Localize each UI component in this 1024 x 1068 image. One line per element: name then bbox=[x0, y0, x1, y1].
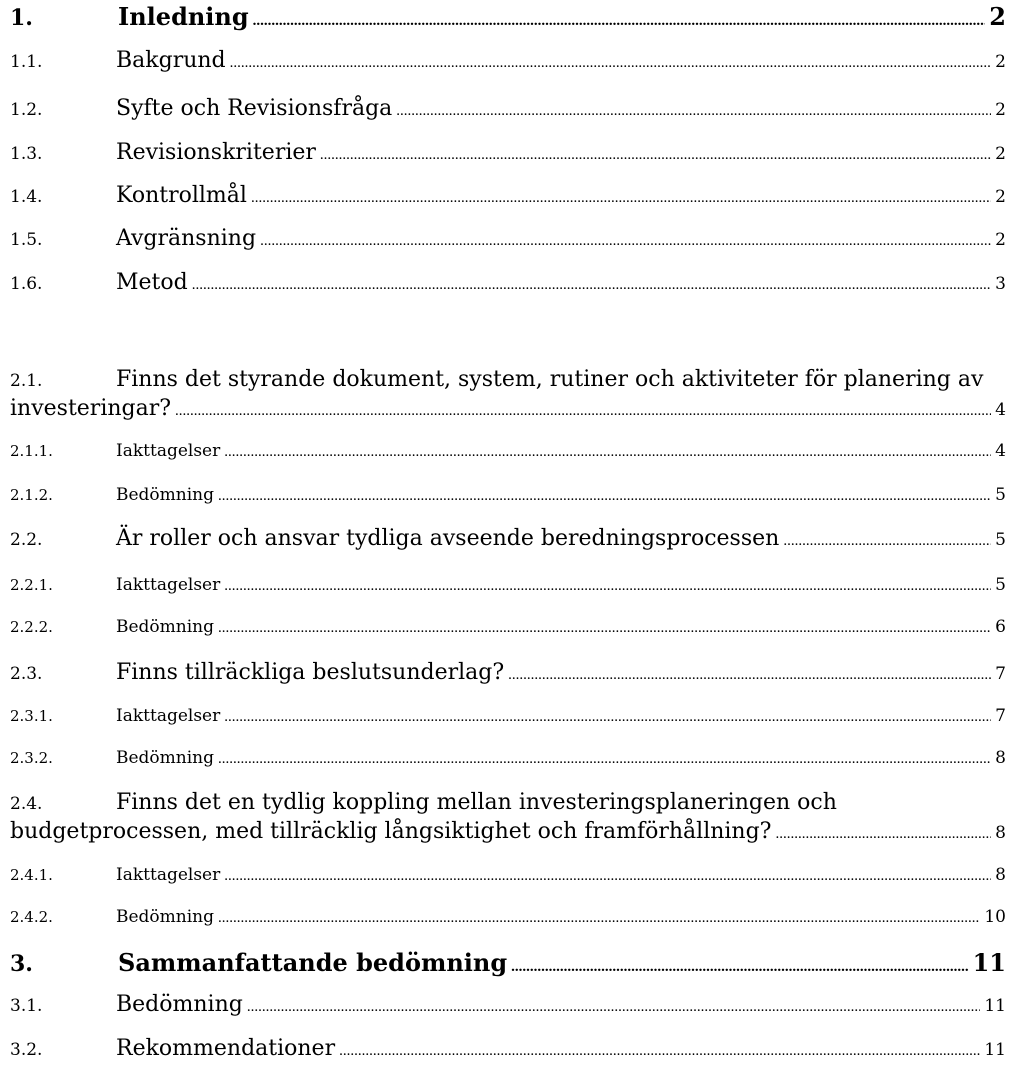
leader-dots bbox=[508, 660, 991, 685]
toc-number: 3.1. bbox=[10, 996, 43, 1016]
leader-dots bbox=[218, 906, 980, 927]
toc-number: 2.1.1. bbox=[10, 442, 53, 460]
toc-entry-2-2-2[interactable] bbox=[10, 616, 1006, 637]
toc-title: Metod bbox=[116, 270, 188, 295]
toc-number: 2.4. bbox=[10, 794, 43, 814]
toc-page: 4 bbox=[995, 441, 1006, 461]
toc-title-line1: Finns det en tydlig koppling mellan investeringsplaneringen och bbox=[116, 790, 837, 815]
toc-page: 2 bbox=[995, 187, 1006, 207]
toc-page: 4 bbox=[995, 400, 1006, 420]
toc-entry-1-5[interactable] bbox=[10, 226, 1006, 251]
toc-title: Bedömning bbox=[116, 748, 215, 768]
toc-number: 2.2.2. bbox=[10, 618, 53, 636]
leader-dots bbox=[775, 818, 991, 848]
toc-page: 3 bbox=[995, 274, 1006, 294]
toc-entry-2-1-1[interactable] bbox=[10, 440, 1006, 461]
toc-title: Avgränsning bbox=[116, 226, 257, 251]
toc-number: 2.1.2. bbox=[10, 486, 53, 504]
leader-dots bbox=[339, 1036, 980, 1061]
toc-entry-1-6[interactable] bbox=[10, 270, 1006, 295]
toc-entry-3[interactable] bbox=[10, 948, 1006, 977]
toc-title: Finns tillräckliga beslutsunderlag? bbox=[116, 660, 505, 685]
toc-entry-2-3-1[interactable] bbox=[10, 705, 1006, 726]
toc-page: 5 bbox=[995, 485, 1006, 505]
toc-number: 2.3. bbox=[10, 664, 43, 684]
toc-page: 2 bbox=[989, 2, 1006, 31]
leader-dots bbox=[511, 948, 968, 977]
toc-number: 1.1. bbox=[10, 52, 43, 72]
toc-page: 8 bbox=[995, 748, 1006, 768]
toc-page: 7 bbox=[995, 706, 1006, 726]
toc-title: Bedömning bbox=[116, 485, 215, 505]
toc-page: 5 bbox=[995, 530, 1006, 550]
leader-dots bbox=[218, 484, 991, 505]
toc-title: Bedömning bbox=[116, 617, 215, 637]
toc-entry-2-4[interactable] bbox=[10, 789, 1006, 848]
toc-title: Revisionskriterier bbox=[116, 140, 316, 165]
toc-entry-3-1[interactable] bbox=[10, 992, 1006, 1017]
toc-page: 10 bbox=[984, 907, 1006, 927]
toc-title: Iakttagelser bbox=[116, 865, 221, 885]
toc-entry-1-1[interactable] bbox=[10, 48, 1006, 73]
toc-title-line1: Finns det styrande dokument, system, rutiner och aktiviteter för planering av bbox=[116, 367, 984, 392]
leader-dots bbox=[192, 270, 991, 295]
toc-page: 7 bbox=[995, 664, 1006, 684]
toc-entry-2-3[interactable] bbox=[10, 660, 1006, 685]
toc-number: 1. bbox=[10, 5, 33, 31]
toc-title: Bedömning bbox=[116, 907, 215, 927]
toc-title: Är roller och ansvar tydliga avseende beredningsprocessen bbox=[116, 526, 780, 551]
leader-dots bbox=[320, 140, 991, 165]
toc-number: 2.4.1. bbox=[10, 866, 53, 884]
toc-number: 1.4. bbox=[10, 187, 43, 207]
toc-title: Sammanfattande bedömning bbox=[118, 948, 508, 977]
leader-dots bbox=[251, 183, 991, 208]
leader-dots bbox=[396, 96, 991, 121]
toc-entry-1[interactable] bbox=[10, 2, 1006, 31]
toc-entry-2-2[interactable] bbox=[10, 526, 1006, 551]
toc-page: 2 bbox=[995, 52, 1006, 72]
toc-number: 1.5. bbox=[10, 230, 43, 250]
toc-number: 2.2. bbox=[10, 530, 43, 550]
leader-dots bbox=[230, 48, 992, 73]
toc-number: 1.2. bbox=[10, 100, 43, 120]
toc-entry-2-4-1[interactable] bbox=[10, 864, 1006, 885]
toc-page: 2 bbox=[995, 230, 1006, 250]
toc-number: 1.3. bbox=[10, 144, 43, 164]
toc-entry-2-4-2[interactable] bbox=[10, 906, 1006, 927]
toc-number: 3.2. bbox=[10, 1040, 43, 1060]
toc-number: 1.6. bbox=[10, 274, 43, 294]
toc-title: Iakttagelser bbox=[116, 441, 221, 461]
leader-dots bbox=[247, 992, 981, 1017]
leader-dots bbox=[224, 705, 991, 726]
toc-number: 2.3.1. bbox=[10, 707, 53, 725]
leader-dots bbox=[224, 864, 991, 885]
toc-title: Rekommendationer bbox=[116, 1036, 336, 1061]
leader-dots bbox=[218, 616, 991, 637]
toc-number: 2.1. bbox=[10, 371, 43, 391]
toc-page: 5 bbox=[995, 575, 1006, 595]
toc-title: Kontrollmål bbox=[116, 183, 247, 208]
toc-number: 2.4.2. bbox=[10, 908, 53, 926]
toc-title: Syfte och Revisionsfråga bbox=[116, 96, 393, 121]
toc-page: 11 bbox=[972, 948, 1006, 977]
toc-page: 2 bbox=[995, 100, 1006, 120]
toc-title-line2: investeringar? bbox=[10, 396, 172, 421]
toc-entry-3-2[interactable] bbox=[10, 1036, 1006, 1061]
toc-number: 2.2.1. bbox=[10, 576, 53, 594]
toc-page: 11 bbox=[984, 1040, 1006, 1060]
toc-page: 6 bbox=[995, 617, 1006, 637]
toc-page: 8 bbox=[995, 865, 1006, 885]
toc-title: Bedömning bbox=[116, 992, 243, 1017]
leader-dots bbox=[253, 2, 986, 31]
toc-entry-1-4[interactable] bbox=[10, 183, 1006, 208]
toc-entry-2-3-2[interactable] bbox=[10, 747, 1006, 768]
leader-dots bbox=[224, 574, 991, 595]
leader-dots bbox=[224, 440, 991, 461]
toc-entry-2-1-2[interactable] bbox=[10, 484, 1006, 505]
toc-page: 8 bbox=[995, 823, 1006, 843]
leader-dots bbox=[783, 526, 991, 551]
toc-title-line2: budgetprocessen, med tillräcklig långsiktighet och framförhållning? bbox=[10, 819, 772, 844]
toc-number: 2.3.2. bbox=[10, 749, 53, 767]
toc-page: 11 bbox=[984, 996, 1006, 1016]
toc-number: 3. bbox=[10, 951, 33, 977]
toc-entry-2-1[interactable] bbox=[10, 366, 1006, 425]
toc-title: Bakgrund bbox=[116, 48, 226, 73]
leader-dots bbox=[175, 395, 991, 425]
toc-entry-2-2-1[interactable] bbox=[10, 574, 1006, 595]
toc-entry-1-2[interactable] bbox=[10, 96, 1006, 121]
toc-title: Iakttagelser bbox=[116, 706, 221, 726]
leader-dots bbox=[260, 226, 991, 251]
toc-title: Iakttagelser bbox=[116, 575, 221, 595]
toc-page: 2 bbox=[995, 144, 1006, 164]
leader-dots bbox=[218, 747, 991, 768]
toc-title: Inledning bbox=[118, 2, 249, 31]
toc-entry-1-3[interactable] bbox=[10, 140, 1006, 165]
